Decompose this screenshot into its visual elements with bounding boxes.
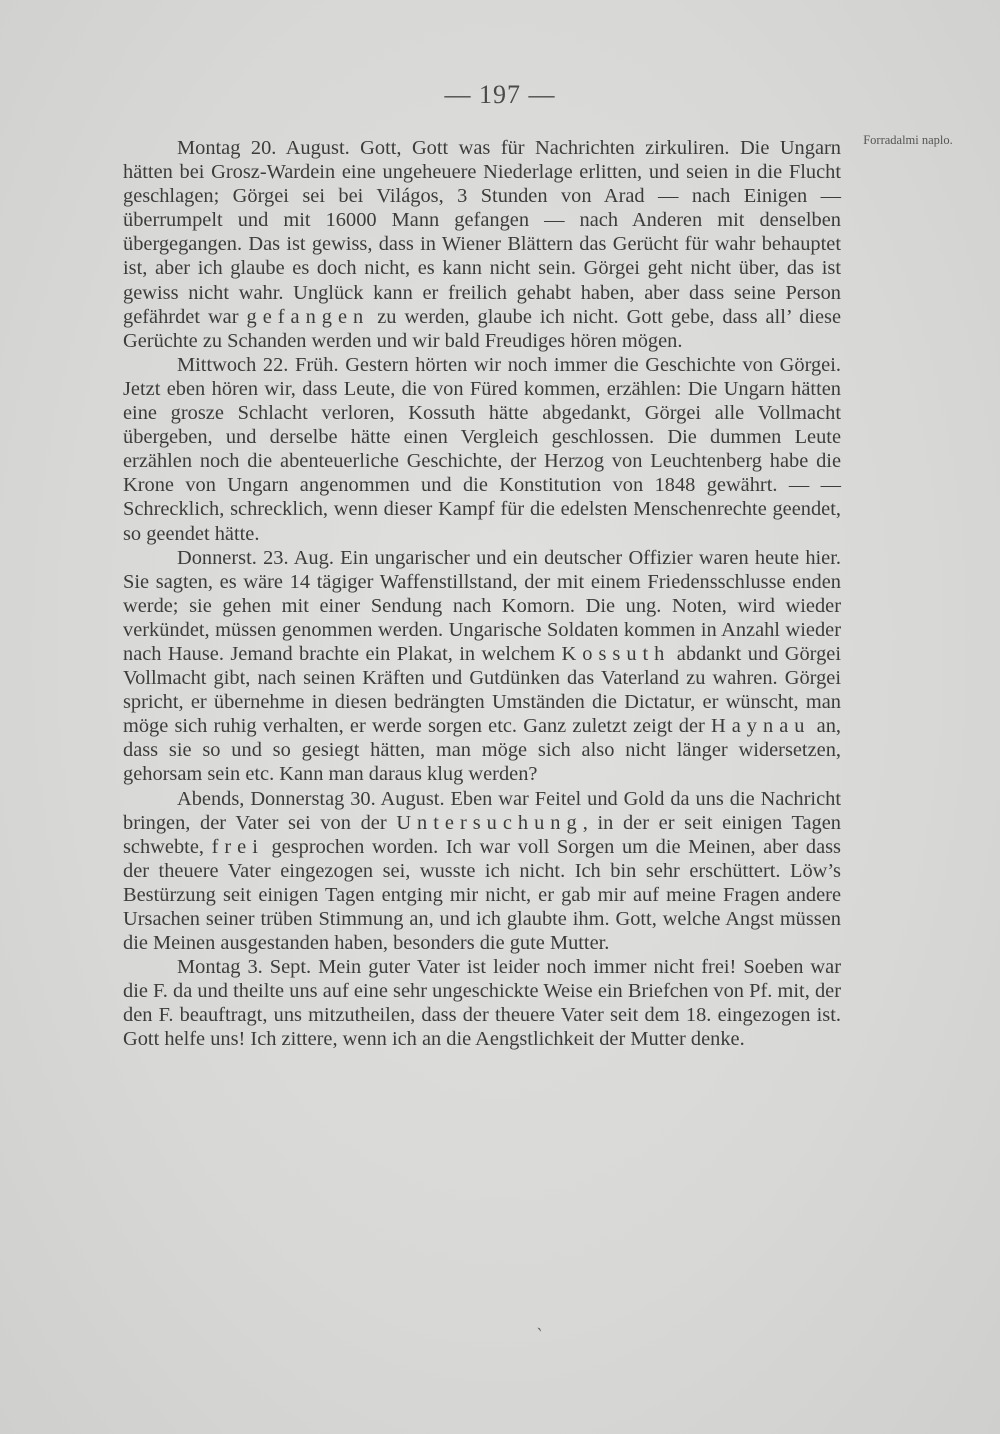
text-segment: gesprochen worden. Ich war voll Sorgen um die Meinen, aber dass der theuere Vater eingezogen sei, wusste ich nicht. Ich bin sehr erschüttert. Löw’s Bestürzung seit einigen Tagen entging mir nicht, er gab mir auf meine Fragen andere Ursachen seiner trüben Stimmung an, und ich glaubte ihm. Gott, welche Angst müssen die Meinen ausgestanden haben, besonders die gute Mutter. [123,835,841,955]
diary-paragraph [123,787,841,956]
text-segment: Montag 3. Sept. Mein guter Vater ist leider noch immer nicht frei! Soeben war die F. da und theilte uns auf eine sehr ungeschickte Weise ein Briefchen von Pf. mit, der den F. beauftragt, uns mitzutheilen, dass der theuere Vater seit dem 18. eingezogen ist. Gott helfe uns! Ich zittere, wenn ich an die Aengstlichkeit der Mutter denke. [123,956,841,1051]
text-segment: an, dass sie so und so gesiegt hätten, man möge sich also nicht länger widersetzen, gehorsam sein etc. Kann man daraus klug werden? [123,715,841,786]
text-segment: Donnerst. 23. Aug. Ein ungarischer und ein deutscher Offizier waren heute hier. Sie sagten, es wäre 14 tägiger Waffenstillstand, der mit einem Friedensschlusse enden werde; sie gehen mit einer Sendung nach Komorn. Die ung. Noten, wird wieder verkündet, müssen genommen werden. Ungarische Soldaten kommen in Anzahl wieder nach Hause. Jemand brachte ein Plakat, in welchem [123,546,841,665]
spaced-emphasis: gefangen [246,305,370,328]
spaced-emphasis: Haynau [711,715,811,738]
diary-paragraph [123,546,841,787]
text-segment: abdankt und Görgei Vollmacht gibt, nach seinen Kräften und Gutdünken das Vaterland zu wahren. Görgei spricht, er übernehme in diesen bedrängten Umständen die Dictatur, er wünscht, man möge sich ruhig verhalten, er werde sorgen etc. Ganz zuletzt zeigt der [123,642,841,738]
text-body [123,136,841,1052]
spaced-emphasis: Untersuchung [396,811,583,834]
text-segment: Mittwoch 22. Früh. Gestern hörten wir noch immer die Geschichte von Görgei. Jetzt eben hören wir, dass Leute, die von Füred kommen, erzählen: Die Ungarn hätten eine grosze Schlacht verloren, Kossuth hätte abgedankt, Görgei alle Vollmacht übergeben, und derselbe hätte einen Vergleich geschlossen. Die dummen Leute erzählen noch die abenteuerliche Geschichte, der Herzog von Leuchtenberg habe die Krone von Ungarn angenommen und die Konstitution von 1848 gewährt. — — Schrecklich, schrecklich, wenn dieser Kampf für die edelsten Menschenrechte geendet, so geendet hätte. [123,353,841,545]
text-segment: zu werden, glaube ich nicht. Gott gebe, dass all’ diese Gerüchte zu Schanden werden und wir bald Freudiges hören mögen. [123,305,842,352]
margin-note: Forradalmi naplo. [863,133,953,147]
text-segment: , in der er seit einigen Tagen schwebte, [123,811,841,858]
diary-paragraph [123,955,841,1051]
ink-mark-decoration: ˎ [535,1309,547,1333]
spaced-emphasis: Kossuth [561,642,671,665]
page-number: — 197 — [444,80,556,109]
text-segment: Montag 20. August. Gott, Gott was für Nachrichten zirkuliren. Die Ungarn hätten bei Grosz-Wardein eine ungeheuere Niederlage erlitten, und seien in die Flucht geschlagen; Görgei sei bei Világos, 3 Stunden von Arad — nach Einigen — überrumpelt und mit 16000 Mann gefangen — nach Anderen mit denselben übergegangen. Das ist gewiss, dass in Wiener Blättern das Gerücht für wahr behauptet ist, aber ich glaube es doch nicht, es kann nicht sein. Görgei geht nicht über, das ist gewiss nicht wahr. Unglück kann er freilich gehabt haben, aber dass seine Person gefährdet war [123,137,841,328]
diary-paragraph [123,353,841,546]
text-segment: Abends, Donnerstag 30. August. Eben war Feitel und Gold da uns die Nachricht bringen, der Vater sei von der [123,787,841,834]
diary-paragraph [123,136,841,353]
spaced-emphasis: frei [211,835,264,858]
